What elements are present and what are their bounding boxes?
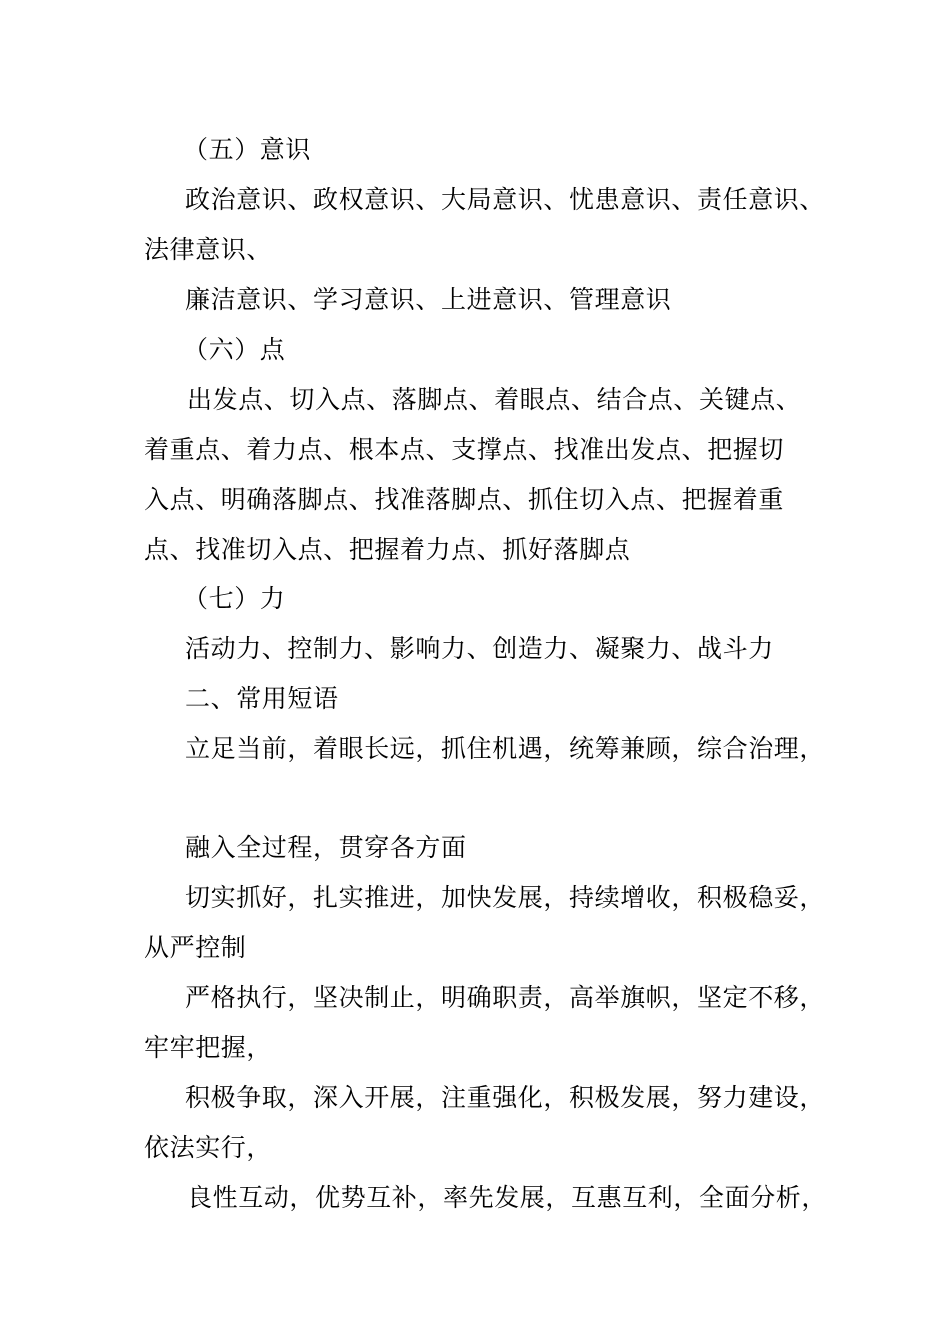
paragraph-line: 出发点、切入点、落脚点、着眼点、结合点、关键点、 xyxy=(187,385,802,414)
paragraph-line: 入点、明确落脚点、找准落脚点、抓住切入点、把握着重 xyxy=(144,485,785,514)
section-heading-points: （六）点 xyxy=(183,335,286,364)
paragraph-line: 牢牢把握， xyxy=(144,1033,273,1062)
paragraph-line: 廉洁意识、学习意识、上进意识、管理意识 xyxy=(185,285,672,314)
paragraph-line: 法律意识、 xyxy=(144,235,273,264)
paragraph-line: 立足当前，着眼长远，抓住机遇，统筹兼顾，综合治理， xyxy=(185,734,826,763)
paragraph-line: 政治意识、政权意识、大局意识、忧患意识、责任意识、 xyxy=(185,185,826,214)
section-heading-awareness: （五）意识 xyxy=(183,135,312,164)
paragraph-line: 着重点、着力点、根本点、支撑点、找准出发点、把握切 xyxy=(144,435,785,464)
paragraph-line: 活动力、控制力、影响力、创造力、凝聚力、战斗力 xyxy=(185,634,774,663)
paragraph-line: 积极争取，深入开展，注重强化，积极发展，努力建设， xyxy=(185,1083,826,1112)
section-heading-power: （七）力 xyxy=(183,584,286,613)
paragraph-line: 切实抓好，扎实推进，加快发展，持续增收，积极稳妥， xyxy=(185,883,826,912)
paragraph-line: 点、找准切入点、把握着力点、抓好落脚点 xyxy=(144,535,631,564)
section-heading-phrases: 二、常用短语 xyxy=(185,684,339,713)
paragraph-line: 依法实行， xyxy=(144,1133,273,1162)
paragraph-line: 融入全过程，贯穿各方面 xyxy=(185,833,467,862)
paragraph-line: 良性互动，优势互补，率先发展，互惠互利，全面分析， xyxy=(187,1183,828,1212)
paragraph-line: 严格执行，坚决制止，明确职责，高举旗帜，坚定不移， xyxy=(185,983,826,1012)
paragraph-line: 从严控制 xyxy=(144,933,247,962)
